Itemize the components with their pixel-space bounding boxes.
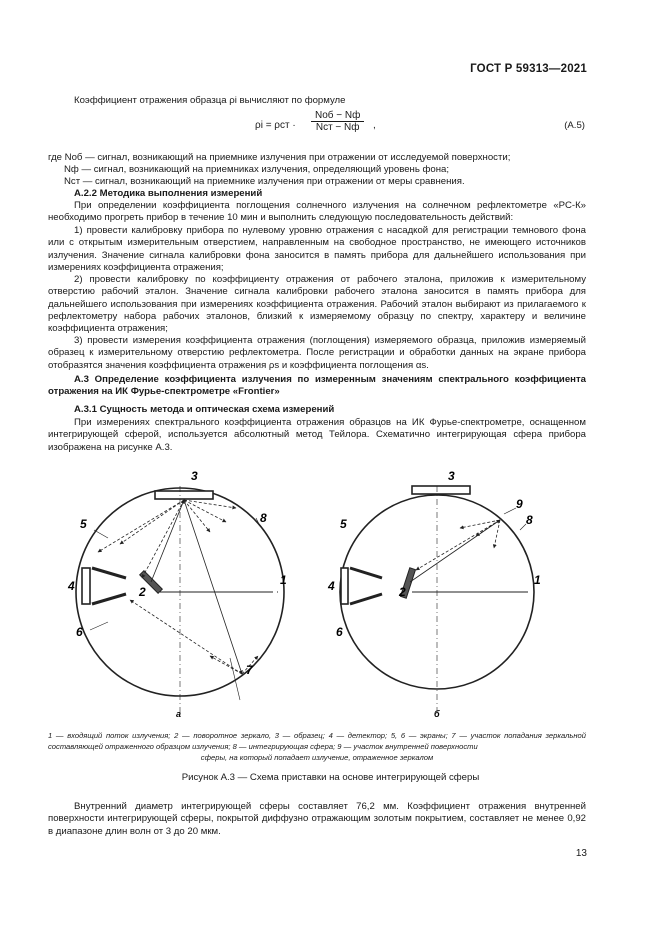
label-b-9: 9 bbox=[516, 497, 523, 511]
section-a31-title: А.3.1 Сущность метода и оптическая схема измерений bbox=[74, 404, 335, 415]
formula-lhs: ρi = ρст · bbox=[255, 120, 296, 131]
where-line-3: Nст — сигнал, возникающий на приемнике излучения при отражении от меры сравнения. bbox=[64, 176, 465, 187]
section-a22-p3: 2) провести калибровку по коэффициенту отражения от рабочего эталона, приложив к измерительному отверстию рабочий эталон. Значение сигнала калибровки рабочего эталона заносится в память прибора для дальнейшего использования при измерениях коэффициента отражения. Рабочий эталон выбирают из прилагаемого к рефлектометру набора рабочих эталонов, близкий к измеряемому образцу по спектру, характеру и величине коэффициента отражения; bbox=[48, 274, 586, 335]
sphere-a bbox=[67, 469, 287, 720]
sphere-b-rays bbox=[410, 520, 500, 582]
section-a22-p2: 1) провести калибровку прибора по нулевому уровню отражения с насадкой для регистрации темнового фона или с открытым измерительным отверстием, направленным на свободное пространство, не имеющего источников излучения. Значение сигнала калибровки фона заносится в память прибора для дальнейшего использования при измерениях коэффициента отражения; bbox=[48, 225, 586, 273]
label-a-2: 2 bbox=[139, 585, 146, 599]
sphere-b-screen-6 bbox=[350, 594, 382, 604]
sphere-a-screen-6 bbox=[92, 594, 126, 604]
final-paragraph: Внутренний диаметр интегрирующей сферы составляет 76,2 мм. Коэффициент отражения внутренней поверхности интегрирующей сферы, покрытой диффузно отражающим золотым покрытием, составляет не менее 0,92 в диапазоне длин волн от 3 до 20 мкм. bbox=[48, 801, 586, 837]
subfigure-b-label: б bbox=[434, 709, 440, 719]
label-b-8: 8 bbox=[526, 513, 533, 527]
label-b-6: 6 bbox=[336, 625, 343, 639]
section-a3-title: А.3 Определение коэффициента излучения по измеренным значениям спектрального коэффициента отражения на ИК Фурье-спектрометре «Frontier» bbox=[48, 374, 586, 398]
label-b-3: 3 bbox=[448, 469, 455, 483]
subfigure-a-label: а bbox=[176, 709, 182, 719]
legend-line-2: сферы, на который попадает излучение, отраженное зеркалом bbox=[200, 753, 434, 763]
label-a-1: 1 bbox=[280, 573, 287, 587]
formula-fraction bbox=[311, 110, 364, 133]
equation-number: (A.5) bbox=[564, 120, 585, 131]
label-a-8: 8 bbox=[260, 511, 267, 525]
label-a-6: 6 bbox=[76, 625, 83, 639]
sphere-a-screen-5 bbox=[92, 568, 126, 578]
section-a22-p1: При определении коэффициента поглощения солнечного излучения на солнечном рефлектометре «РС-К» необходимо прогреть прибор в течение 10 мин и выполнить следующую последовательность действий: bbox=[48, 200, 586, 224]
formula-numerator: Nоб − Nф bbox=[311, 110, 364, 122]
section-a22-p4: 3) провести измерения коэффициента отражения (поглощения) измеряемого образца, приложив измеряемый образец к измерительному отверстию рефлектометра. После регистрации и обработки данных на экране прибора отобразятся значения коэффициента отражения ρs и коэффициента поглощения αs. bbox=[48, 335, 586, 371]
where-line-2: Nф — сигнал, возникающий на приемниках излучения, определяющий уровень фона; bbox=[64, 164, 450, 175]
label-a-3: 3 bbox=[191, 469, 198, 483]
page-number: 13 bbox=[575, 848, 587, 859]
sphere-b-sample bbox=[412, 486, 470, 494]
where-line-1: где Nоб — сигнал, возникающий на приемнике излучения при отражении от исследуемой поверхности; bbox=[48, 152, 511, 163]
label-a-4: 4 bbox=[68, 579, 75, 593]
figure-caption: Рисунок А.3 — Схема приставки на основе интегрирующей сферы bbox=[181, 772, 480, 783]
integrating-sphere-diagram bbox=[60, 469, 590, 720]
sphere-a-detector bbox=[82, 568, 90, 604]
legend-line-1: 1 — входящий поток излучения; 2 — поворотное зеркало, 3 — образец; 4 — детектор; 5, 6 — экраны; 7 — участок попадания зеркальной составляющей отраженного образцом излучения; 8 — интегрирующая сфера; 9 — участок внутренней поверхности bbox=[48, 731, 586, 752]
section-a31-p1: При измерениях спектрального коэффициента отражения образцов на ИК Фурье-спектрометре, оснащенном интегрирующей сферой, используется абсолютный метод Тейлора. Схематично интегрирующая сфера прибора изображена на рисунке А.3. bbox=[48, 417, 586, 453]
sphere-b-screen-5 bbox=[350, 568, 382, 578]
sphere-a-rays bbox=[98, 500, 258, 674]
label-a-5: 5 bbox=[80, 517, 87, 531]
label-b-5: 5 bbox=[340, 517, 347, 531]
formula-tail: , bbox=[373, 120, 376, 131]
formula-a5 bbox=[255, 110, 585, 150]
label-b-1: 1 bbox=[534, 573, 541, 587]
label-b-2: 2 bbox=[399, 585, 406, 599]
label-a-7: 7 bbox=[246, 663, 253, 677]
standard-header: ГОСТ Р 59313—2021 bbox=[470, 63, 587, 75]
formula-denominator: Nст − Nф bbox=[315, 122, 360, 133]
label-b-4: 4 bbox=[328, 579, 335, 593]
sphere-b-detector bbox=[341, 568, 348, 604]
formula-intro: Коэффициент отражения образца ρi вычисляют по формуле bbox=[74, 95, 346, 106]
sphere-b bbox=[327, 469, 541, 720]
section-a22-title: А.2.2 Методика выполнения измерений bbox=[74, 188, 263, 199]
sphere-a-sample bbox=[155, 491, 213, 499]
figure-legend bbox=[48, 730, 586, 764]
